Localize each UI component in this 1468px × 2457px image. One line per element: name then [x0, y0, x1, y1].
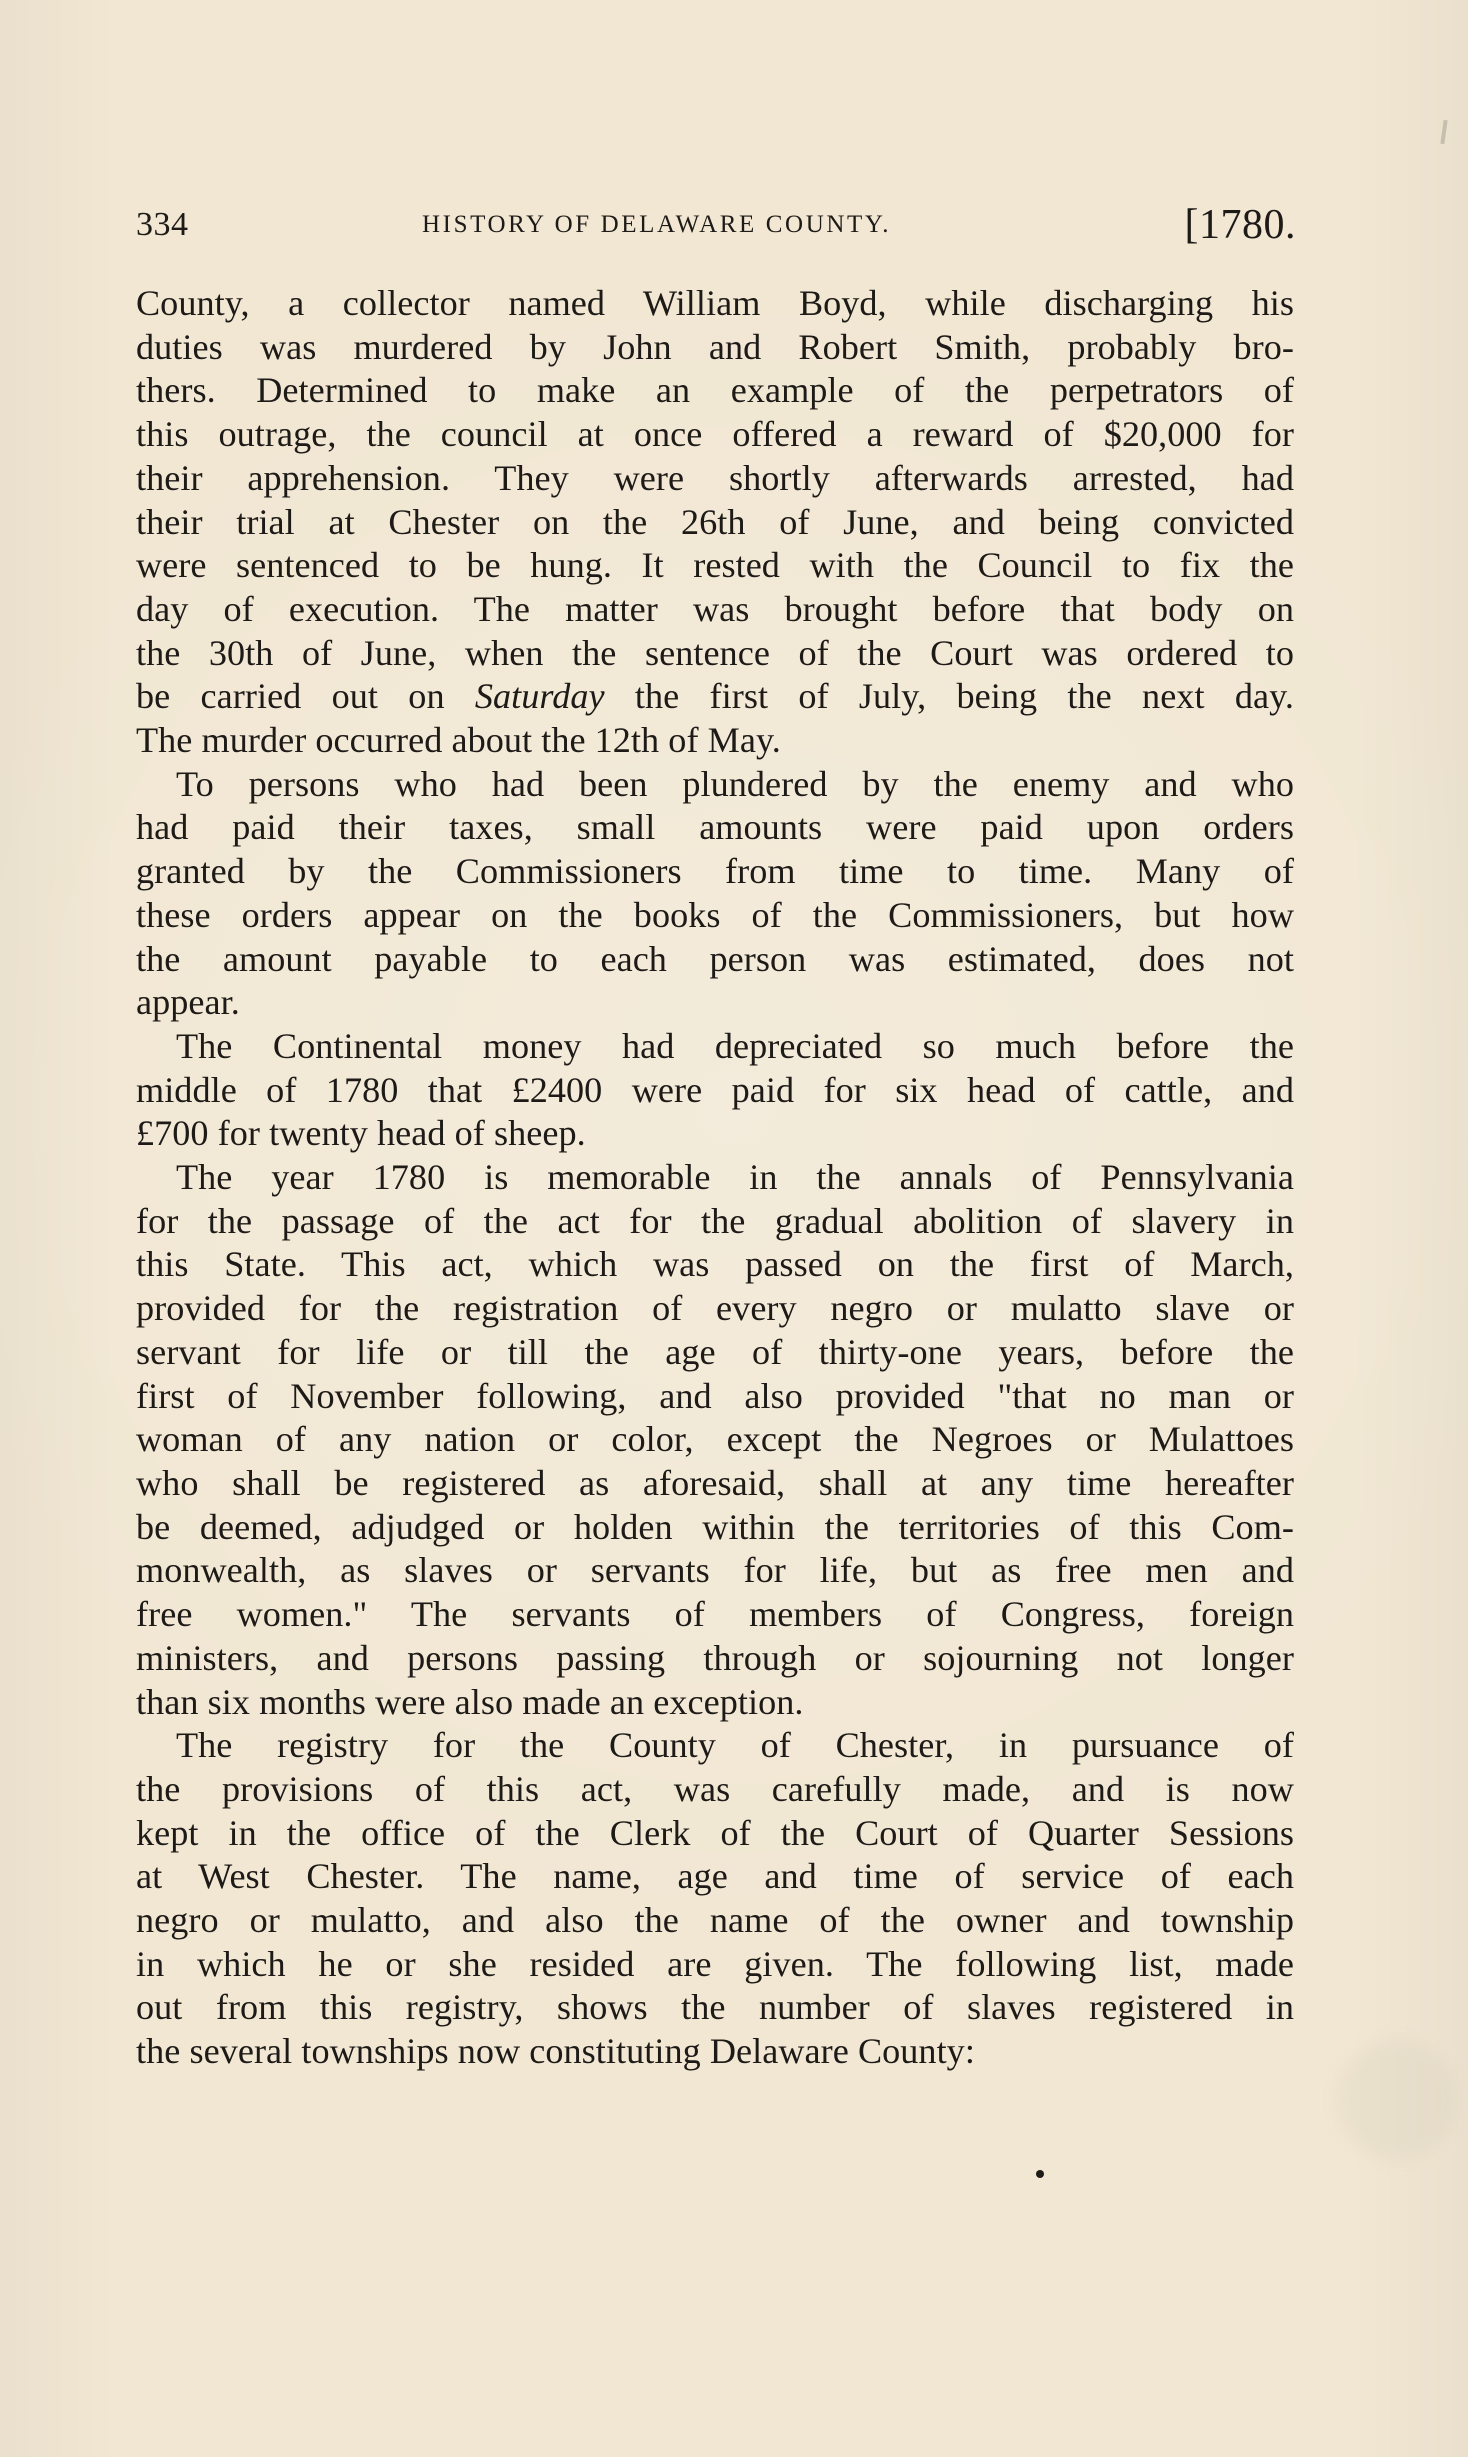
text-line: than six months were also made an exception. [136, 1681, 804, 1722]
running-title: HISTORY OF DELAWARE COUNTY. [422, 211, 892, 238]
page-number: 334 [136, 206, 189, 243]
text-line-italic-saturday [136, 675, 1294, 719]
text-line: appear. [136, 982, 240, 1023]
text-line: The Continental money had depreciated so much before the [176, 1025, 1294, 1066]
paper-stain [1336, 2040, 1456, 2160]
text-line: The year 1780 is memorable in the annals of Pennsylvania [176, 1157, 1294, 1198]
text-line: granted by the Commissioners from time to time. Many of [136, 851, 1294, 892]
body-text [136, 282, 1294, 2074]
page-mark [1440, 120, 1447, 144]
text-line: The registry for the County of Chester, in pursuance of [176, 1725, 1294, 1766]
text-line: this outrage, the council at once offered a reward of $20,000 for [136, 414, 1294, 455]
text-line: provided for the registration of every negro or mulatto slave or [136, 1288, 1294, 1329]
ink-dot [1036, 2170, 1044, 2178]
text-line: the amount payable to each person was estimated, does not [136, 938, 1294, 979]
text-line: monwealth, as slaves or servants for life, but as free men and [136, 1550, 1294, 1591]
text-line: middle of 1780 that £2400 were paid for six head of cattle, and [136, 1069, 1294, 1110]
text-line: at West Chester. The name, age and time of service of each [136, 1856, 1294, 1897]
text-line: were sentenced to be hung. It rested with the Council to fix the [136, 545, 1294, 586]
text-line: thers. Determined to make an example of the perpetrators of [136, 370, 1294, 411]
text-line: in which he or she resided are given. The following list, made [136, 1943, 1294, 1984]
text-line: these orders appear on the books of the Commissioners, but how [136, 894, 1294, 935]
text-line: negro or mulatto, and also the name of the owner and township [136, 1900, 1294, 1941]
text-line: day of execution. The matter was brought before that body on [136, 588, 1294, 629]
text-line: out from this registry, shows the number of slaves registered in [136, 1987, 1294, 2028]
text-line: their trial at Chester on the 26th of June, and being convicted [136, 501, 1294, 542]
text-segment: the first of July, being the next day. [604, 676, 1294, 717]
year-mark: [1780. [1184, 202, 1296, 248]
text-line: this State. This act, which was passed on the first of March, [136, 1244, 1294, 1285]
text-line: ministers, and persons passing through or sojourning not longer [136, 1637, 1294, 1678]
page-header [136, 200, 1296, 250]
text-line: for the passage of the act for the gradual abolition of slavery in [136, 1200, 1294, 1241]
text-line: the several townships now constituting Delaware County: [136, 2031, 975, 2072]
text-segment: be carried out on [136, 676, 475, 717]
text-line: their apprehension. They were shortly afterwards arrested, had [136, 457, 1294, 498]
text-line: To persons who had been plundered by the enemy and who [176, 763, 1294, 804]
italic-word: Saturday [474, 676, 605, 717]
text-line: be deemed, adjudged or holden within the territories of this Com- [136, 1506, 1294, 1547]
text-line: had paid their taxes, small amounts were paid upon orders [136, 807, 1294, 848]
text-line: the provisions of this act, was carefully made, and is now [136, 1768, 1294, 1809]
text-line: kept in the office of the Clerk of the Court of Quarter Sessions [136, 1812, 1294, 1853]
text-line: £700 for twenty head of sheep. [136, 1113, 586, 1154]
text-line: servant for life or till the age of thirty-one years, before the [136, 1331, 1294, 1372]
text-line: The murder occurred about the 12th of May. [136, 720, 781, 761]
text-line: the 30th of June, when the sentence of the Court was ordered to [136, 632, 1294, 673]
text-line: free women." The servants of members of Congress, foreign [136, 1594, 1294, 1635]
text-line: first of November following, and also provided "that no man or [136, 1375, 1294, 1416]
text-line: who shall be registered as aforesaid, shall at any time hereafter [136, 1462, 1294, 1503]
text-line: County, a collector named William Boyd, while discharging his [136, 283, 1294, 323]
text-line: woman of any nation or color, except the Negroes or Mulattoes [136, 1419, 1294, 1460]
text-line: duties was murdered by John and Robert Smith, probably bro- [136, 326, 1294, 367]
